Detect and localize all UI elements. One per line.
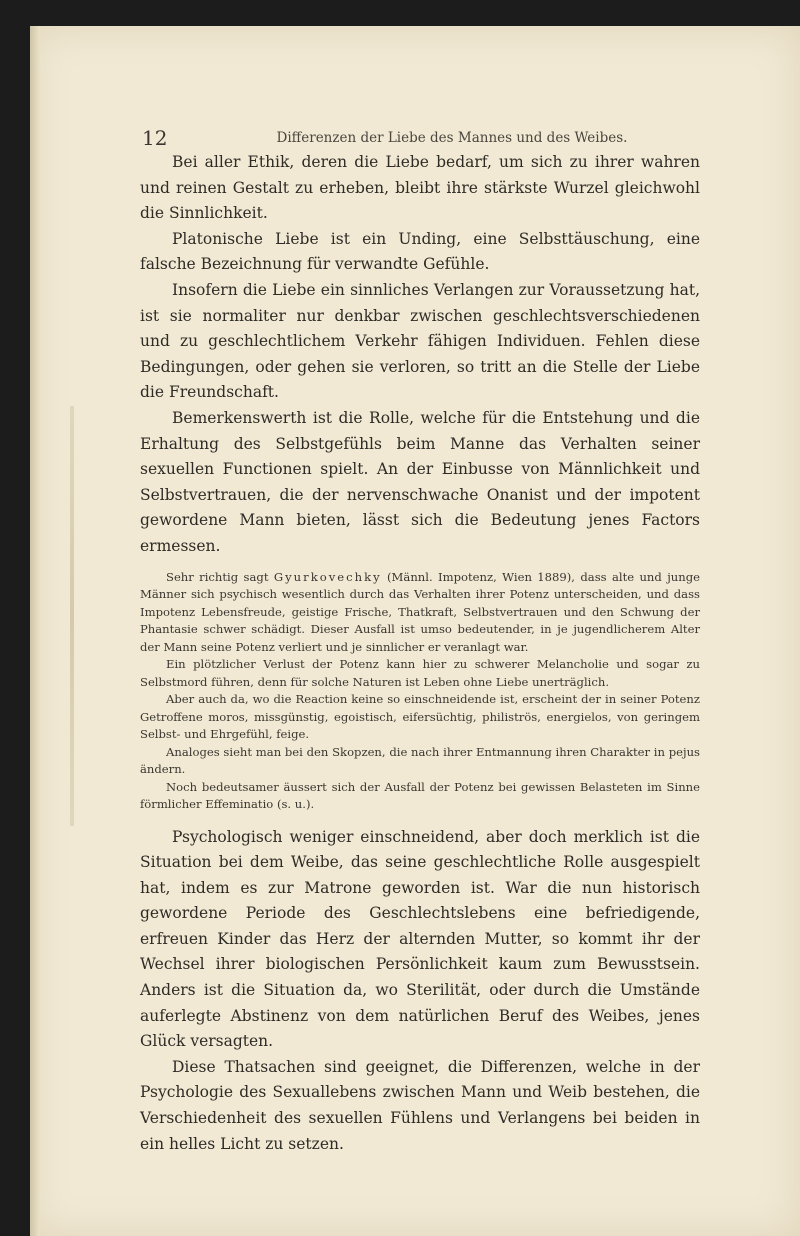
paragraph-4: Bemerkenswerth ist die Rolle, welche für die Entstehung und die Erhaltung des Selbstgefühls beim Manne das Verhalten seiner sexuellen Functionen spielt. An der Einbusse von Männlichkeit und Selbstvertrauen, die der nervenschwache Onanist und der impotent gewordene Mann bieten, lässt sich die Bedeutung jenes Factors ermessen. xyxy=(140,408,700,555)
paragraph-5: Psychologisch weniger einschneidend, aber doch merklich ist die Situation bei dem Weibe, das seine geschlechtliche Rolle ausgespielt hat, indem es zur Matrone geworden ist. War die nun historisch gewordene Periode des Geschlechtslebens eine befriedigende, erfreuen Kinder das Herz der alternden Mutter, so kommt ihr der Wechsel ihrer biologischen Persönlichkeit kaum zum Bewusstsein. Anders ist die Situation da, wo Sterilität, oder durch die Umstände auferlegte Abstinenz von dem natürlichen Beruf des Weibes, jenes Glück versagten. xyxy=(140,827,700,1051)
paragraph-6: Diese Thatsachen sind geeignet, die Differenzen, welche in der Psychologie des Sexuallebens zwischen Mann und Weib bestehen, die Verschiedenheit des sexuellen Fühlens und Verlangens bei beiden in ein helles Licht zu setzen. xyxy=(140,1057,700,1153)
smallprint-paragraph-4: Analoges sieht man bei den Skopzen, die nach ihrer Entmannung ihren Charakter in pejus ändern. xyxy=(140,744,700,776)
paragraph-2: Platonische Liebe ist ein Unding, eine Selbsttäuschung, eine falsche Bezeichnung für verwandte Gefühle. xyxy=(140,229,700,274)
page-content xyxy=(140,150,700,1157)
smallprint-paragraph-3: Aber auch da, wo die Reaction keine so einschneidende ist, erscheint der in seiner Potenz Getroffene moros, missgünstig, egoistisch, eifersüchtig, philiströs, energielos, von geringem Selbst- und Ehrgefühl, feige. xyxy=(140,692,700,741)
paragraph-1: Bei aller Ethik, deren die Liebe bedarf, um sich zu ihrer wahren und reinen Gestalt zu erheben, bleibt ihre stärkste Wurzel gleichwohl die Sinnlichkeit. xyxy=(140,153,700,223)
smallprint-paragraph-1 xyxy=(140,569,700,657)
paragraph-3: Insofern die Liebe ein sinnliches Verlangen zur Voraussetzung hat, ist sie normaliter nur denkbar zwischen geschlechtsverschiedenen und zu geschlechtlichem Verkehr fähigen Individuen. Fehlen diese Bedingungen, oder gehen sie verloren, so tritt an die Stelle der Liebe die Freundschaft. xyxy=(140,280,700,402)
smallprint-block xyxy=(140,569,700,814)
author-name: Gyurkovechky xyxy=(273,569,382,584)
paper-stain xyxy=(70,406,74,826)
running-title: Differenzen der Liebe des Mannes und des Weibes. xyxy=(276,130,628,146)
smallprint-paragraph-2: Ein plötzlicher Verlust der Potenz kann hier zu schwerer Melancholie und sogar zu Selbstmord führen, denn für solche Naturen ist Leben ohne Liebe unerträglich. xyxy=(140,657,700,689)
smallprint-rest: (Männl. Impotenz, Wien 1889), dass alte und junge Männer sich psychisch wesentlich durch das Verhalten ihrer Potenz unterscheiden, und dass Impotenz Lebensfreude, geistige Frische, Thatkraft, Selbstvertrauen und den Schwung der Phantasie schwer schädigt. Dieser Ausfall ist umso bedeutender, in je jugendlicherem Alter der Mann seine Potenz verliert und je sinnlicher er veranlagt war. xyxy=(140,569,701,654)
smallprint-intro: Sehr richtig sagt xyxy=(166,569,269,584)
page-edge xyxy=(30,26,40,1236)
smallprint-paragraph-5: Noch bedeutsamer äussert sich der Ausfall der Potenz bei gewissen Belasteten im Sinne förmlicher Effeminatio (s. u.). xyxy=(140,779,700,811)
page-header xyxy=(142,126,762,150)
page-number: 12 xyxy=(142,126,168,150)
